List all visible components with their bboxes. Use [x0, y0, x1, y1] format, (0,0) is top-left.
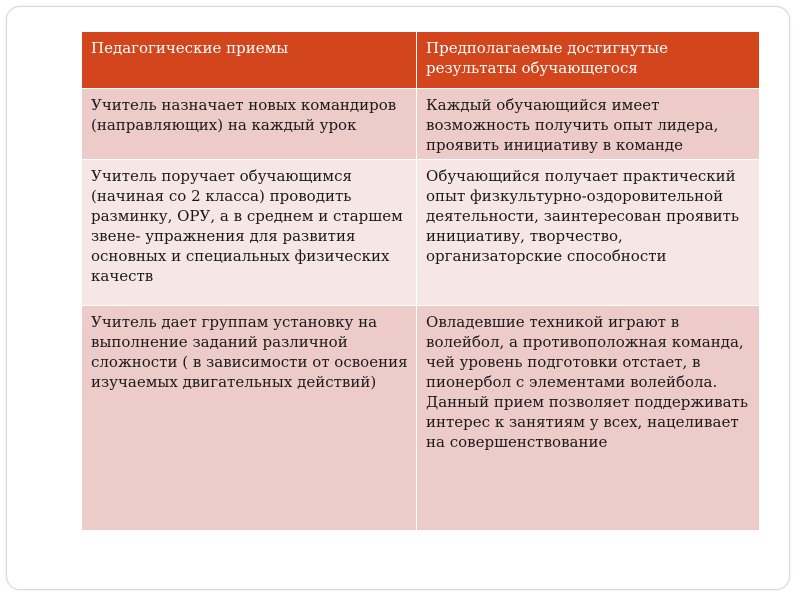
header-techniques-text: Педагогические приемы [91, 39, 289, 57]
header-results [417, 32, 760, 89]
header-techniques [82, 32, 417, 89]
comparison-table [81, 31, 760, 531]
technique-cell [82, 160, 417, 306]
technique-cell [82, 306, 417, 531]
result-text: Овладевшие техникой играют в волейбол, а противоположная команда, чей уровень подготовки отстает, в пионербол с элементами волейбола. Данный прием позволяет поддерживать интерес к занятиям у всех, нацеливает на совершенствование [426, 313, 749, 451]
technique-text: Учитель назначает новых командиров (направляющих) на каждый урок [91, 96, 397, 134]
table-row [82, 160, 760, 306]
header-results-text: Предполагаемые достигнутые результаты обучающегося [426, 39, 669, 77]
table-header-row [82, 32, 760, 89]
table-row [82, 89, 760, 160]
technique-text: Учитель поручает обучающимся (начиная со 2 класса) проводить разминку, ОРУ, а в среднем и старшем звене- упражнения для развития основных и специальных физических качеств [91, 167, 403, 285]
technique-text: Учитель дает группам установку на выполнение заданий различной сложности ( в зависимости от освоения изучаемых двигательных действий) [91, 313, 408, 391]
result-text: Каждый обучающийся имеет возможность получить опыт лидера, проявить инициативу в команде [426, 96, 719, 154]
result-cell [417, 306, 760, 531]
table-row [82, 306, 760, 531]
technique-cell [82, 89, 417, 160]
result-text: Обучающийся получает практический опыт физкультурно-оздоровительной деятельности, заинтересован проявить инициативу, творчество, организаторские способности [426, 167, 740, 265]
result-cell [417, 160, 760, 306]
result-cell [417, 89, 760, 160]
